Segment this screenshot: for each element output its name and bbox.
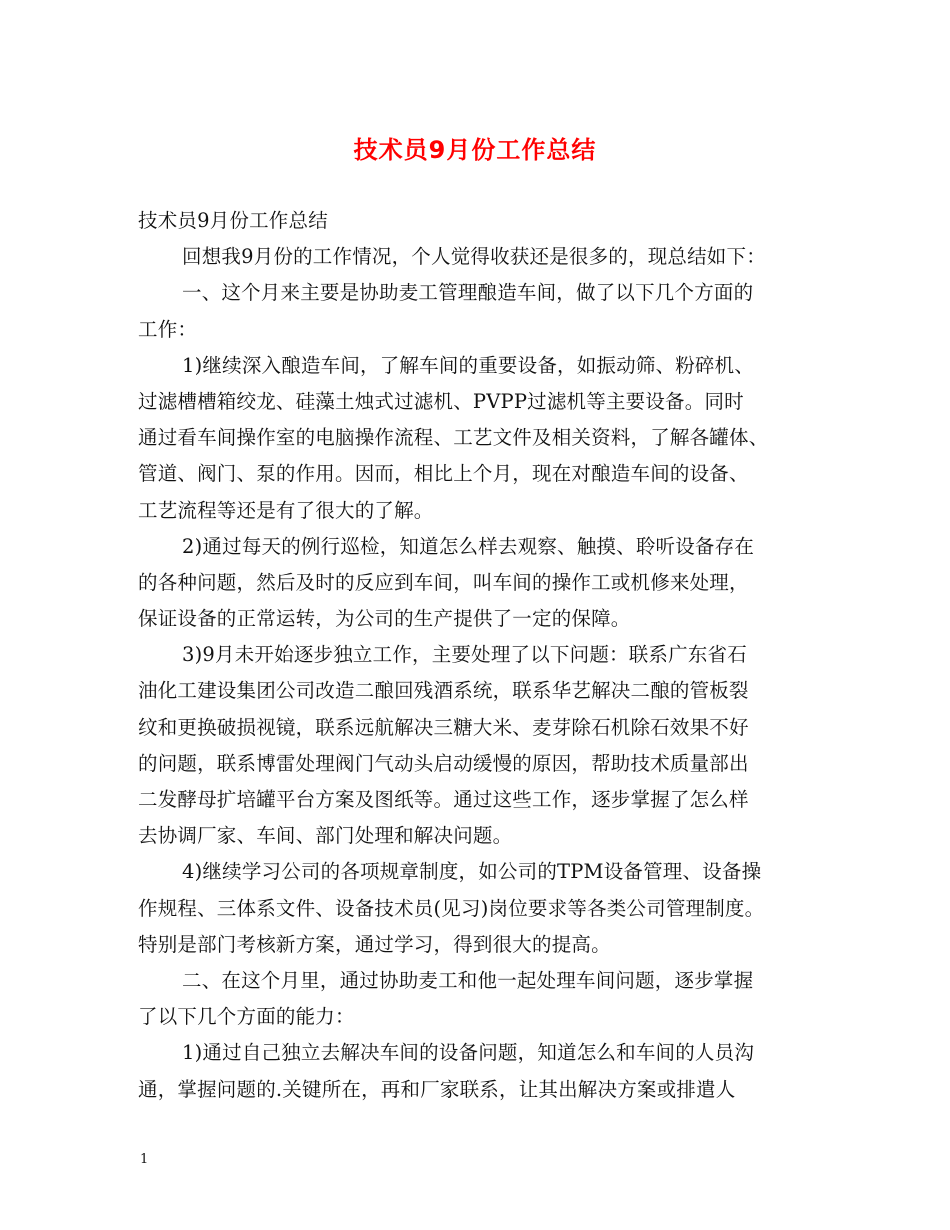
text-line: 保证设备的正常运转，为公司的生产提供了一定的保障。 (138, 607, 631, 631)
text-line: 过滤槽槽箱绞龙、硅藻土烛式过滤机、PVPP过滤机等主要设备。同时 (138, 389, 744, 413)
text-line: 的问题，联系博雷处理阀门气动头启动缓慢的原因，帮助技术质量部出 (138, 751, 749, 775)
text-line: 去协调厂家、车间、部门处理和解决问题。 (138, 824, 513, 848)
text-line: 4)继续学习公司的各项规章制度，如公司的TPM设备管理、设备操 (182, 860, 762, 884)
document-title: 技术员9月份工作总结 (353, 136, 597, 164)
text-line: 技术员9月份工作总结 (138, 209, 328, 232)
text-line: 了以下几个方面的能力： (138, 1005, 355, 1029)
text-line: 1)继续深入酿造车间，了解车间的重要设备，如振动筛、粉碎机、 (182, 353, 755, 377)
text-line: 作规程、三体系文件、设备技术员(见习)岗位要求等各类公司管理制度。 (138, 896, 765, 920)
text-line: 工艺流程等还是有了很大的了解。 (138, 498, 434, 522)
text-line: 的各种问题，然后及时的反应到车间，叫车间的操作工或机修来处理， (138, 570, 749, 594)
text-line: 1)通过自己独立去解决车间的设备问题，知道怎么和车间的人员沟 (182, 1041, 755, 1065)
text-line: 纹和更换破损视镜，联系远航解决三糖大米、麦芽除石机除石效果不好 (138, 715, 749, 739)
text-line: 特别是部门考核新方案，通过学习，得到很大的提高。 (138, 932, 611, 956)
text-line: 二发酵母扩培罐平台方案及图纸等。通过这些工作，逐步掌握了怎么样 (138, 788, 749, 811)
page-number: 1 (140, 1152, 149, 1167)
text-line: 一、这个月来主要是协助麦工管理酿造车间，做了以下几个方面的 (182, 281, 754, 305)
text-line: 通，掌握问题的.关键所在，再和厂家联系，让其出解决方案或排遣人 (138, 1077, 736, 1101)
text-line: 回想我9月份的工作情况，个人觉得收获还是很多的，现总结如下： (182, 245, 766, 269)
text-line: 油化工建设集团公司改造二酿回残酒系统，联系华艺解决二酿的管板裂 (138, 679, 749, 703)
text-line: 二、在这个月里，通过协助麦工和他一起处理车间问题，逐步掌握 (182, 968, 754, 992)
text-line: 2)通过每天的例行巡检，知道怎么样去观察、触摸、聆听设备存在 (182, 534, 755, 558)
text-line: 3)9月未开始逐步独立工作，主要处理了以下问题：联系广东省石 (182, 643, 747, 667)
text-line: 通过看车间操作室的电脑操作流程、工艺文件及相关资料，了解各罐体、 (138, 426, 769, 450)
document-body (138, 203, 828, 1108)
text-line: 管道、阀门、泵的作用。因而，相比上个月，现在对酿造车间的设备、 (138, 462, 749, 486)
text-line: 工作： (138, 317, 198, 341)
